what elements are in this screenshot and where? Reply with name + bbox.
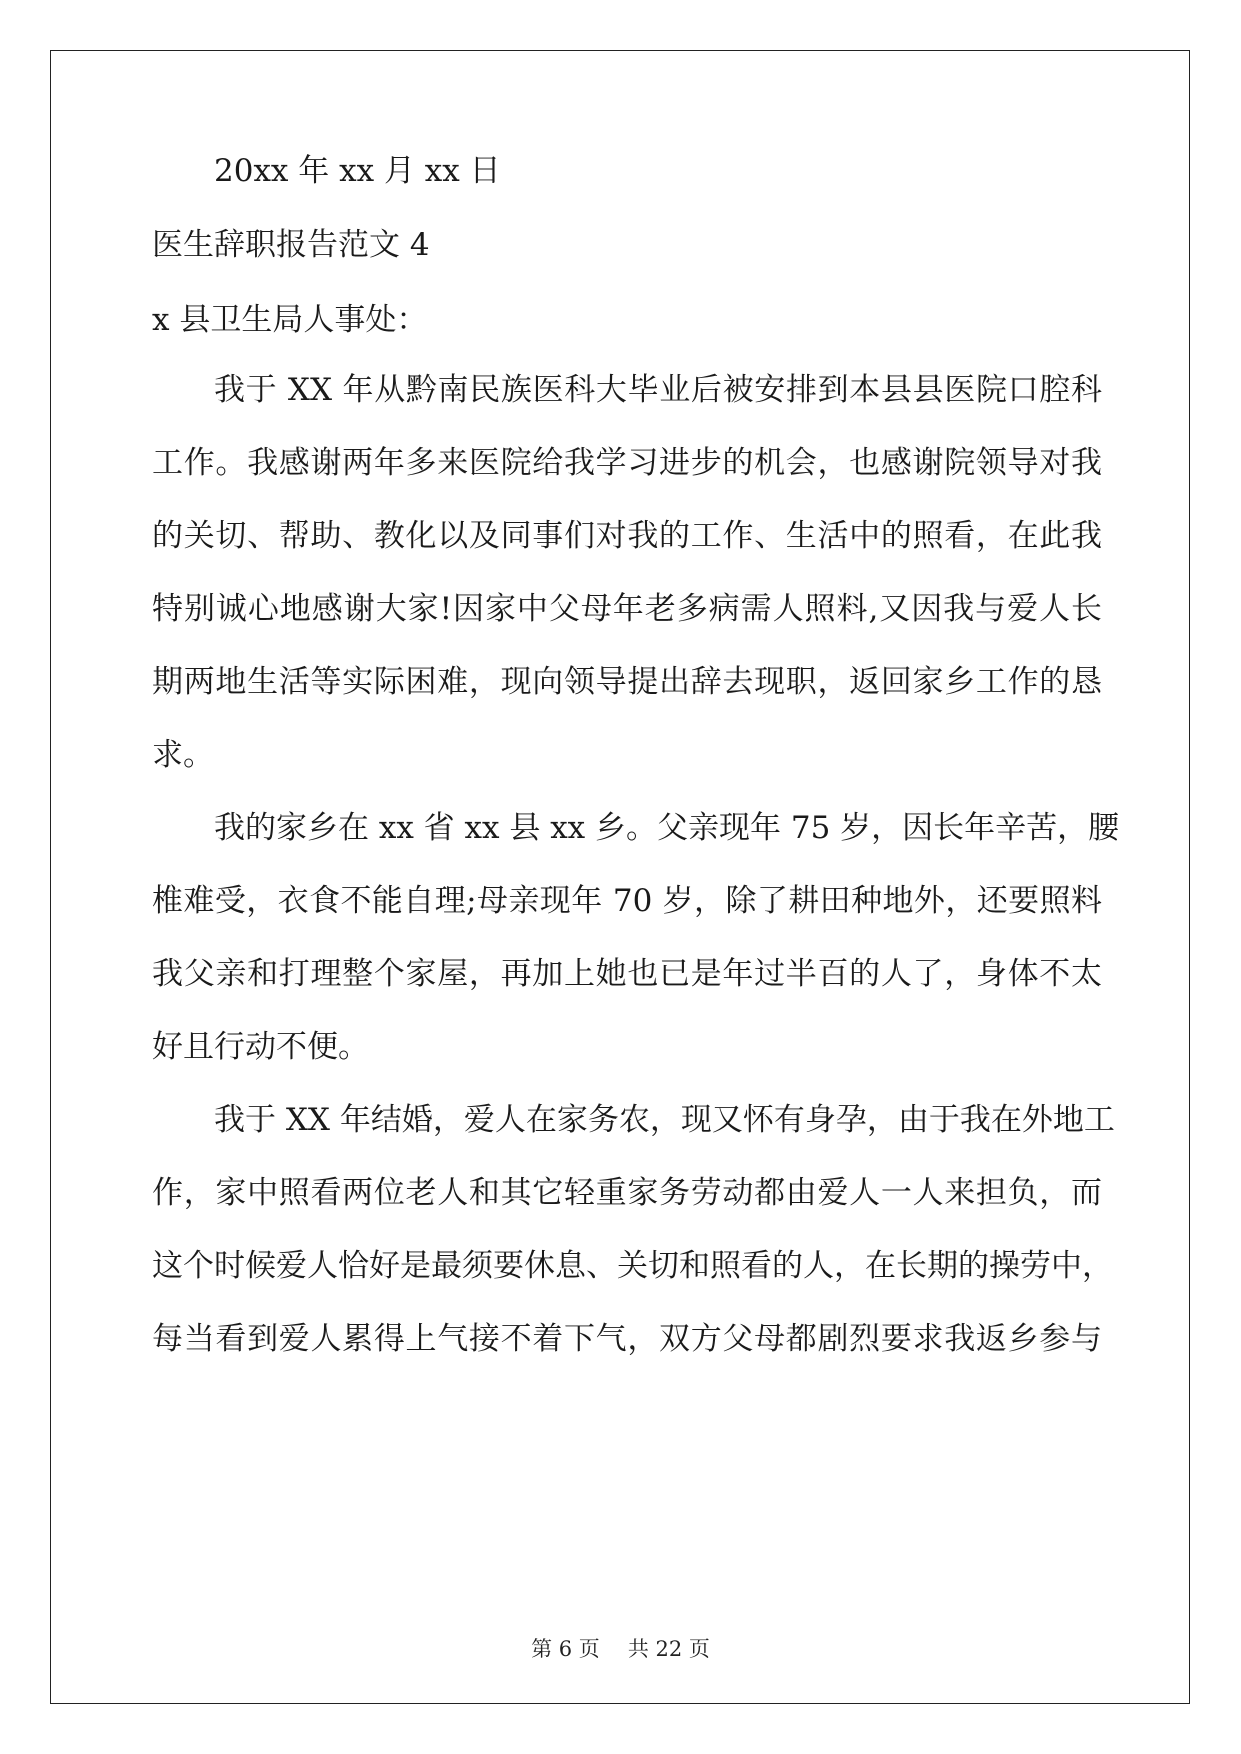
page-total: 共 22 页 <box>627 1637 710 1661</box>
document-title: 医生辞职报告范文 4 <box>152 227 430 263</box>
paragraph-line: 每当看到爱人累得上气接不着下气，双方父母都剧烈要求我返乡参与 <box>152 1321 1102 1357</box>
paragraph-line: 工作。我感谢两年多来医院给我学习进步的机会，也感谢院领导对我 <box>152 445 1102 481</box>
paragraph-line: 期两地生活等实际困难，现向领导提出辞去现职，返回家乡工作的恳 <box>152 664 1102 700</box>
paragraph-line: 我父亲和打理整个家屋，再加上她也已是年过半百的人了，身体不太 <box>152 956 1102 992</box>
date-line: 20xx 年 xx 月 xx 日 <box>214 153 501 189</box>
addressee: x 县卫生局人事处： <box>152 302 428 338</box>
page-number: 第 6 页 <box>531 1637 600 1661</box>
paragraph-line: 我于 XX 年结婚，爱人在家务农，现又怀有身孕，由于我在外地工 <box>214 1102 1115 1138</box>
paragraph-line: 特别诚心地感谢大家!因家中父母年老多病需人照料,又因我与爱人长 <box>152 591 1102 627</box>
paragraph-line: 的关切、帮助、教化以及同事们对我的工作、生活中的照看，在此我 <box>152 518 1102 554</box>
paragraph-line: 我的家乡在 xx 省 xx 县 xx 乡。父亲现年 75 岁，因长年辛苦，腰 <box>214 810 1120 846</box>
paragraph-line: 我于 XX 年从黔南民族医科大毕业后被安排到本县县医院口腔科 <box>214 372 1102 408</box>
paragraph-line: 好且行动不便。 <box>152 1029 369 1065</box>
paragraph-line: 求。 <box>152 737 214 773</box>
page-border <box>50 50 1190 1704</box>
paragraph-line: 这个时候爱人恰好是最须要休息、关切和照看的人，在长期的操劳中， <box>152 1248 1113 1284</box>
page-footer <box>0 1636 1241 1662</box>
paragraph-line: 作，家中照看两位老人和其它轻重家务劳动都由爱人一人来担负，而 <box>152 1175 1102 1211</box>
paragraph-line: 椎难受，衣食不能自理;母亲现年 70 岁，除了耕田种地外，还要照料 <box>152 883 1102 919</box>
